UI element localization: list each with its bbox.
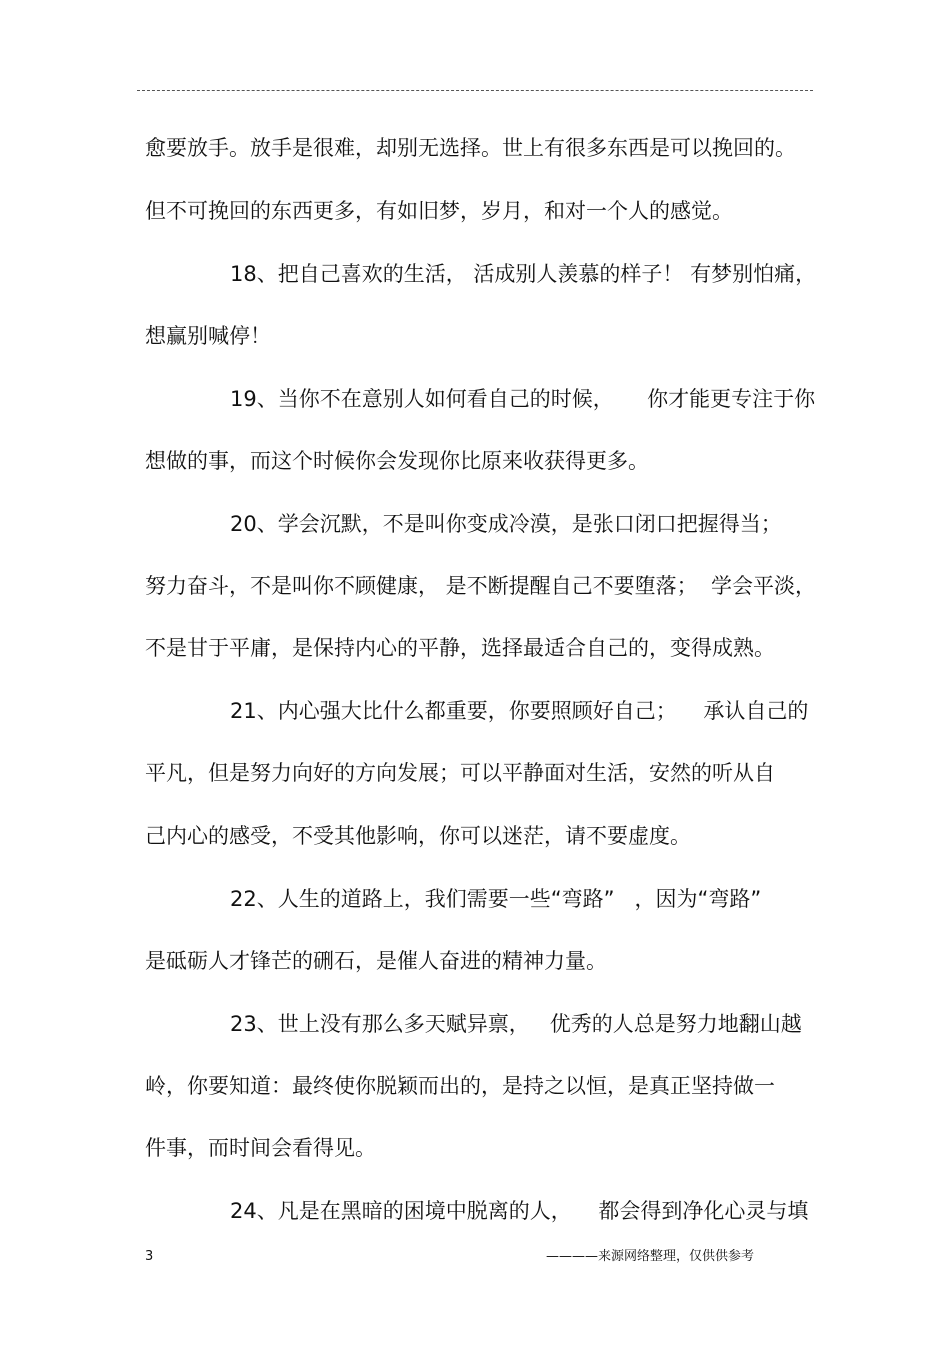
page-number: 3 [145,1249,154,1264]
text-line: 是砥砺人才锋芒的硎石，是催人奋进的精神力量。 [145,949,607,973]
text-line: 但不可挽回的东西更多，有如旧梦，岁月，和对一个人的感觉。 [145,199,733,223]
text-line: 平凡，但是努力向好的方向发展；可以平静面对生活，安然的听从自 [145,761,775,785]
text-line: 努力奋斗，不是叫你不顾健康， 是不断提醒自己不要堕落； 学会平淡， [145,574,817,598]
text-line: 24、凡是在黑暗的困境中脱离的人， 都会得到净化心灵与填 [230,1199,809,1223]
text-line: 18、把自己喜欢的生活， 活成别人羡慕的样子！ 有梦别怕痛， [230,262,817,286]
text-line: 想赢别喊停！ [145,324,271,348]
text-line: 19、当你不在意别人如何看自己的时候， 你才能更专注于你 [230,387,816,411]
text-line: 22、人生的道路上，我们需要一些“弯路” ，因为“弯路” [230,887,762,911]
text-line: 愈要放手。放手是很难，却别无选择。世上有很多东西是可以挽回的。 [145,136,796,160]
text-line: 不是甘于平庸，是保持内心的平静，选择最适合自己的，变得成熟。 [145,636,775,660]
text-line: 21、内心强大比什么都重要，你要照顾好自己； 承认自己的 [230,699,809,723]
source-note: ————来源网络整理，仅供供参考 [546,1249,755,1264]
text-line: 件事，而时间会看得见。 [145,1136,376,1160]
text-line: 20、学会沉默，不是叫你变成冷漠，是张口闭口把握得当； [230,512,782,536]
text-line: 岭，你要知道：最终使你脱颖而出的，是持之以恒，是真正坚持做一 [145,1074,775,1098]
header-divider [137,90,813,91]
text-line: 想做的事，而这个时候你会发现你比原来收获得更多。 [145,449,649,473]
text-line: 己内心的感受，不受其他影响，你可以迷茫，请不要虚度。 [145,824,691,848]
text-line: 23、世上没有那么多天赋异禀， 优秀的人总是努力地翻山越 [230,1012,802,1036]
